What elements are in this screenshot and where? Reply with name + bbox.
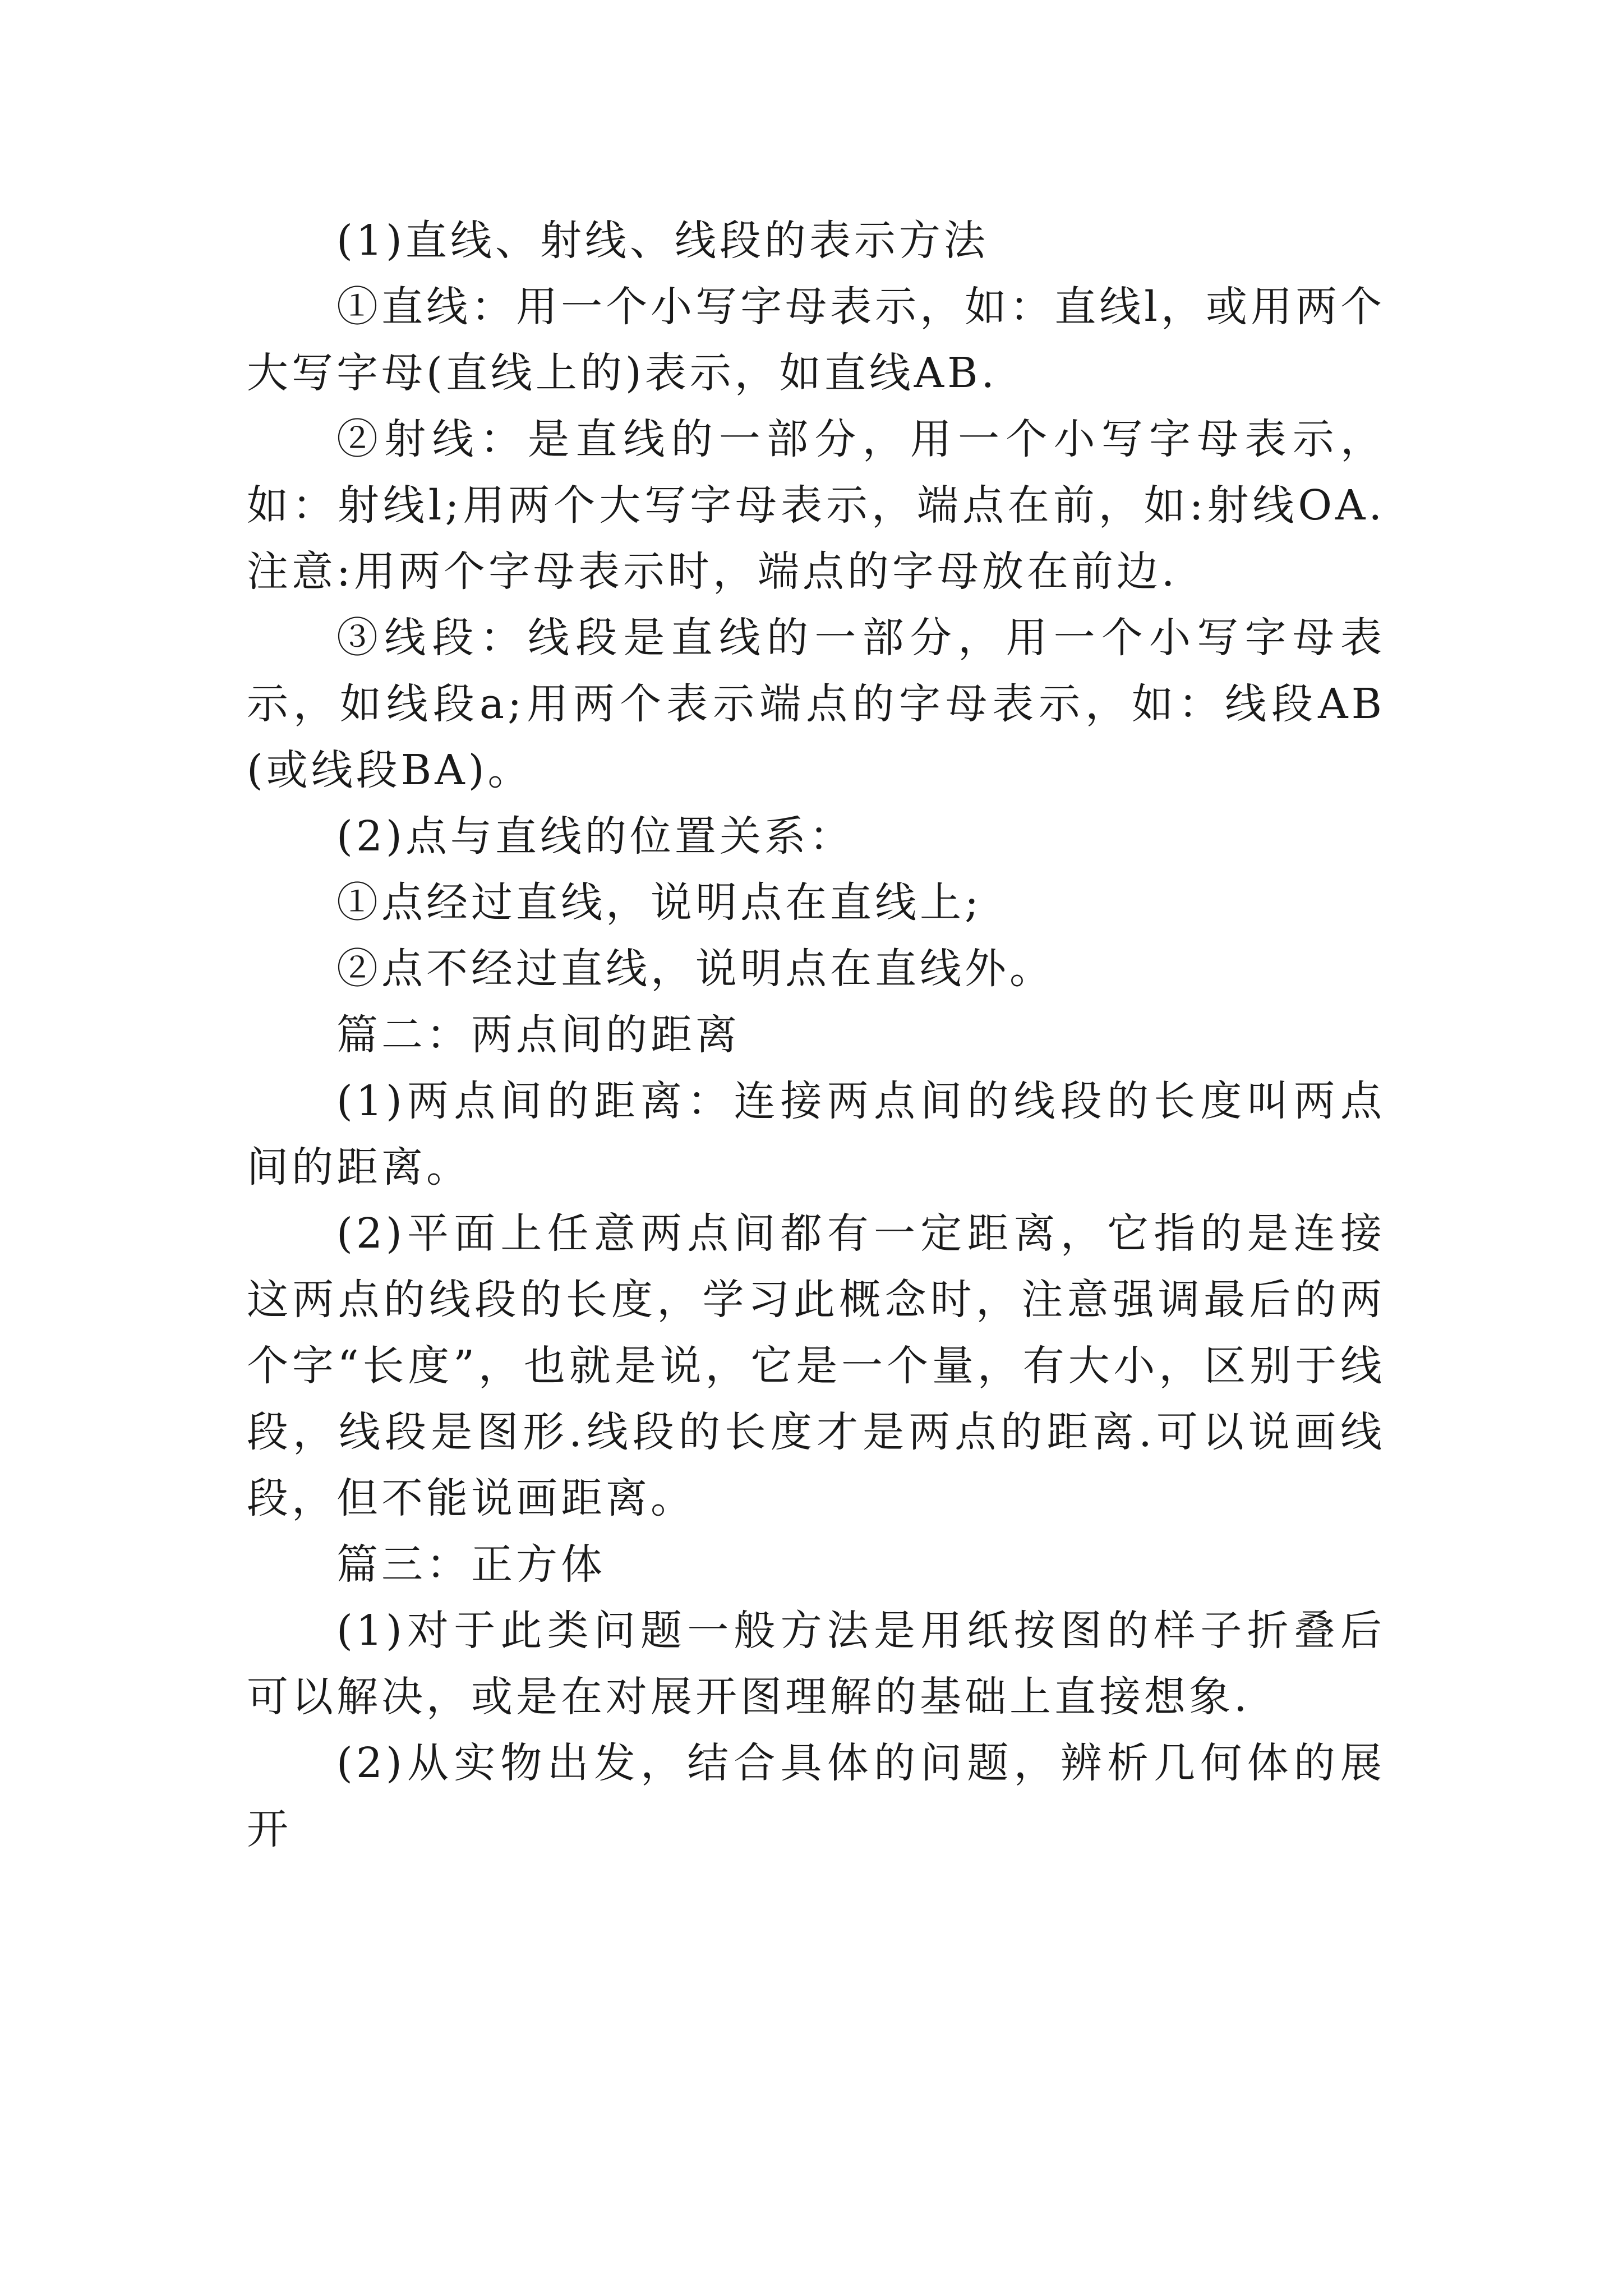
paragraph-distance-explanation: (2)平面上任意两点间都有一定距离，它指的是连接这两点的线段的长度，学习此概念时，注意强调最后的两个字“长度”，也就是说，它是一个量，有大小，区别于线段，线段是图形.线段的长度才是两点的距离.可以说画线段，但不能说画距离。 — [247, 1209, 1385, 1522]
section-heading-three: 篇三：正方体 — [336, 1540, 606, 1589]
document-body — [247, 208, 1385, 1862]
paragraph-representation-methods: (1)直线、射线、线段的表示方法 — [336, 217, 989, 265]
paragraph-segment: ③线段：线段是直线的一部分，用一个小写字母表示，如线段a;用两个表示端点的字母表示，如：线段AB(或线段BA)。 — [247, 614, 1385, 794]
paragraph-distance-definition: (1)两点间的距离：连接两点间的线段的长度叫两点间的距离。 — [247, 1077, 1385, 1191]
paragraph-point-line-relation: (2)点与直线的位置关系： — [336, 812, 854, 861]
section-heading-two: 篇二：两点间的距离 — [336, 1011, 740, 1059]
paragraph-line: ①直线：用一个小写字母表示，如：直线l，或用两个大写字母(直线上的)表示，如直线AB. — [247, 283, 1385, 397]
paragraph-cube-method: (1)对于此类问题一般方法是用纸按图的样子折叠后可以解决，或是在对展开图理解的基础上直接想象. — [247, 1607, 1385, 1721]
paragraph-ray: ②射线：是直线的一部分，用一个小写字母表示，如：射线l;用两个大写字母表示，端点在前，如:射线OA.注意:用两个字母表示时，端点的字母放在前边. — [247, 415, 1385, 596]
paragraph-cube-practice: (2)从实物出发，结合具体的问题，辨析几何体的展开 — [247, 1739, 1385, 1853]
paragraph-point-on-line: ①点经过直线，说明点在直线上; — [336, 878, 982, 927]
paragraph-point-off-line: ②点不经过直线，说明点在直线外。 — [336, 945, 1054, 993]
